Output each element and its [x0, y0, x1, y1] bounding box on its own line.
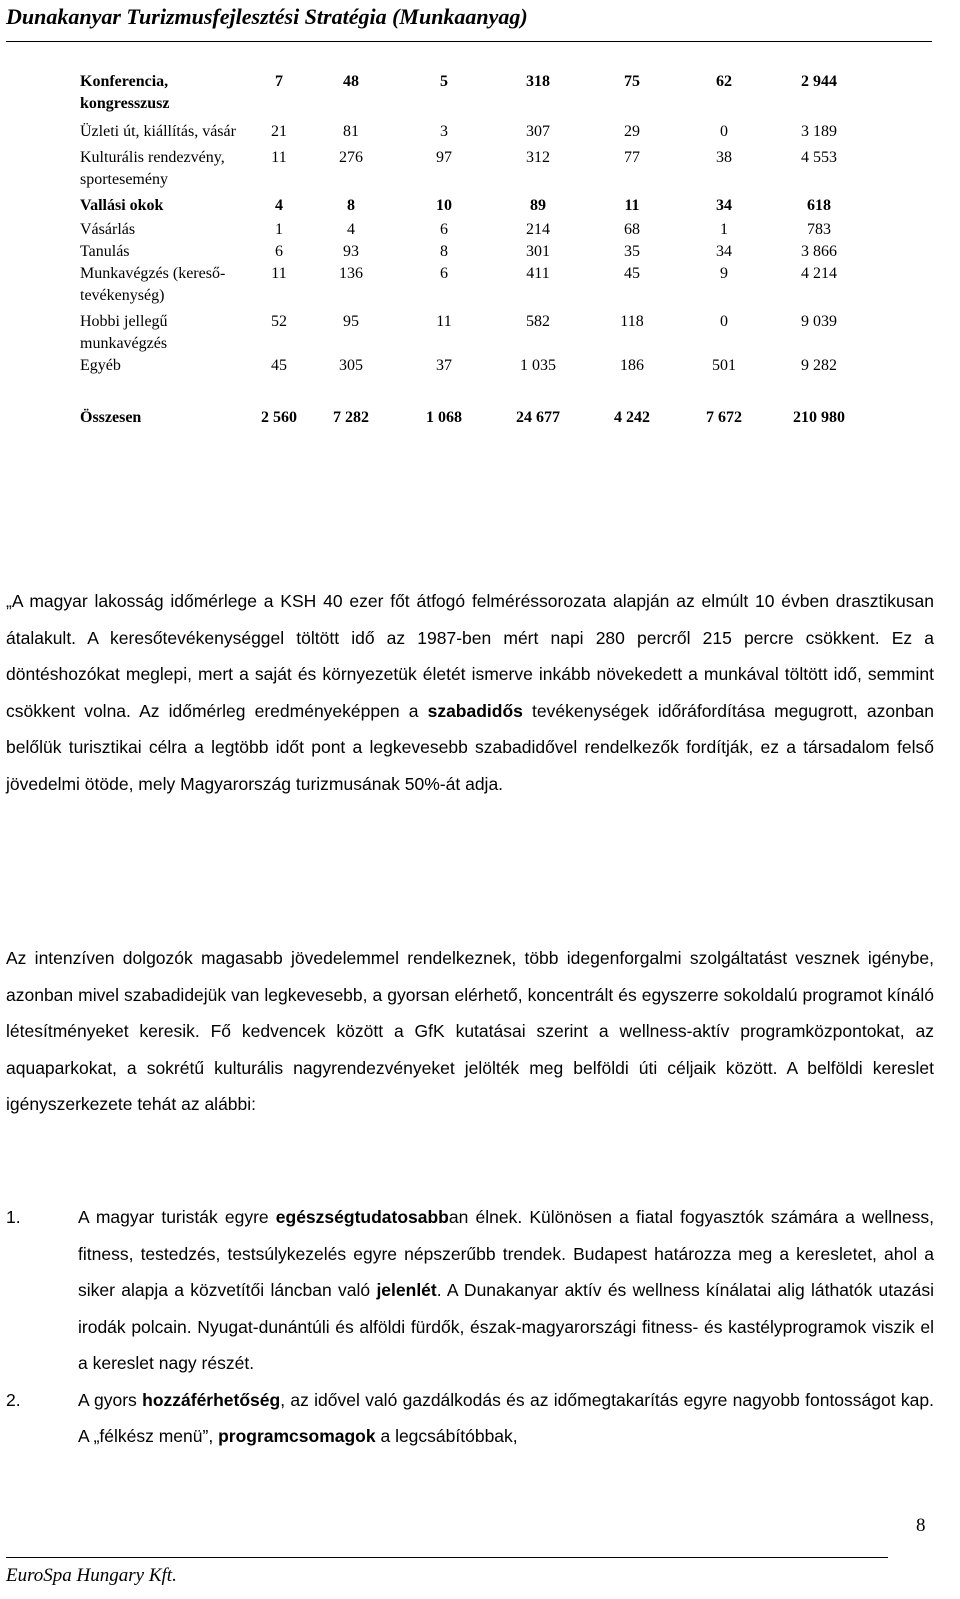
table-cell: 9 039	[801, 313, 837, 330]
table-cell: 305	[339, 357, 363, 374]
page-number: 8	[916, 1515, 926, 1536]
table-cell: 7	[275, 73, 283, 90]
table-cell: 81	[343, 123, 359, 140]
paragraph1-text-2: tevékenységek időráfordítása megugrott, azonban belőlük turisztikai célra a legtöbb időt pont a legkevesebb szabadidővel rendelkezők fordítják, ez a társadalom felső jövedelmi ötöde, mely Magyarország turizmusának 50%-át adja.	[6, 700, 935, 794]
table-cell: 77	[624, 149, 640, 166]
table-row	[76, 399, 868, 429]
table-cell: 214	[526, 221, 550, 238]
travel-purpose-table	[76, 67, 868, 429]
table-cell: 48	[343, 73, 359, 90]
table-cell: 93	[343, 243, 359, 260]
table-cell: 11	[624, 197, 640, 214]
table-cell: 37	[436, 357, 452, 374]
list-item-text: an élnek. Különösen a fiatal fogyasztók számára a wellness, fitness, testedzés, testsúlykezelés egyre népszerűbb trendek. Budapest határozza meg a keresletet, ahol a siker alapja a közvetítői láncban való	[78, 1207, 934, 1300]
table-cell: 3 866	[801, 243, 837, 260]
list-item-text: . A Dunakanyar aktív és wellness kínálatai alig láthatók utazási irodák polcain. Nyugat-dunántúli és alföldi fürdők, észak-magyarországi fitness- és kastélyprogramok viszik el a kereslet nagy részét.	[78, 1280, 935, 1373]
table-row	[76, 241, 868, 263]
table-cell: 24 677	[516, 409, 560, 426]
list-item-number: 1.	[6, 1207, 21, 1227]
table-cell: 6	[440, 221, 448, 238]
table-cell: 34	[716, 243, 732, 260]
document-header-title: Dunakanyar Turizmusfejlesztési Stratégia (Munkaanyag)	[6, 4, 528, 29]
table-cell: 4 242	[614, 409, 650, 426]
table-cell: 34	[716, 197, 732, 214]
list-item-text: A gyors	[78, 1389, 143, 1410]
table-cell: 582	[526, 313, 550, 330]
footer-company: EuroSpa Hungary Kft.	[6, 1565, 177, 1586]
table-body	[76, 67, 868, 429]
table-cell: 136	[339, 265, 363, 282]
table-cell: 1	[275, 221, 283, 238]
table-cell: 11	[271, 149, 287, 166]
table-cell: 276	[339, 149, 363, 166]
table-spacer-row	[76, 377, 868, 399]
table-cell: 501	[712, 357, 736, 374]
list-item	[6, 1199, 934, 1382]
table-cell: 38	[716, 149, 732, 166]
table-cell: 68	[624, 221, 640, 238]
table-row	[76, 263, 868, 307]
row-label: Vallási okok	[80, 197, 164, 214]
table-cell: 11	[436, 313, 452, 330]
table-cell: 1 068	[426, 409, 462, 426]
table-cell: 97	[436, 149, 452, 166]
table-cell: 75	[624, 73, 640, 90]
table-cell: 4 214	[801, 265, 837, 282]
table-cell: 3 189	[801, 123, 837, 140]
table-cell: 318	[526, 73, 550, 90]
table-cell: 2 560	[261, 409, 297, 426]
table-cell: 0	[720, 123, 728, 140]
row-label: Egyéb	[80, 357, 121, 374]
list-item-bold: hozzáférhetőség	[142, 1389, 281, 1410]
table-cell: 9	[720, 265, 728, 282]
table-row	[76, 307, 868, 355]
row-label: Kulturális rendezvény, sportesemény	[80, 149, 225, 188]
spacer-cell	[76, 377, 868, 399]
list-item-bold: egészségtudatosabb	[275, 1207, 449, 1227]
footer-rule	[6, 1557, 888, 1558]
table-row	[76, 219, 868, 241]
table-cell: 4	[275, 197, 283, 214]
table-cell: 118	[620, 313, 644, 330]
table-cell: 95	[343, 313, 359, 330]
table-cell: 210 980	[793, 409, 845, 426]
table-cell: 618	[807, 197, 831, 214]
table-cell: 10	[436, 197, 452, 214]
table-cell: 5	[440, 73, 448, 90]
list-item-number: 2.	[6, 1389, 21, 1410]
table-cell: 3	[440, 123, 448, 140]
row-label: Hobbi jellegű munkavégzés	[80, 313, 168, 352]
table-cell: 7 672	[706, 409, 742, 426]
table-cell: 45	[624, 265, 640, 282]
table-cell: 1 035	[520, 357, 556, 374]
list-item	[6, 1382, 934, 1455]
table-row	[76, 355, 868, 377]
table-cell: 6	[440, 265, 448, 282]
table-row	[76, 191, 868, 219]
table-cell: 2 944	[801, 73, 837, 90]
table-cell: 8	[347, 197, 355, 214]
table-cell: 45	[271, 357, 287, 374]
table-cell: 4 553	[801, 149, 837, 166]
paragraph1-bold-term: szabadidős	[427, 700, 523, 721]
paragraph-intensive-workers: Az intenzíven dolgozók magasabb jövedelemmel rendelkeznek, több idegenforgalmi szolgáltatást vesznek igénybe, azonban mivel szabadidejük van legkevesebb, a gyorsan elérhető, koncentrált és egyszerre sokoldalú programot kínáló létesítményeket keresik. Fő kedvencek között a GfK kutatásai szerint a wellness-aktív programközpontokat, az aquaparkokat, a sokrétű kulturális nagyrendezvényeket jelölték meg belföldi úti céljaik között. A belföldi kereslet igényszerkezete tehát az alábbi:	[6, 948, 934, 1114]
row-label: Tanulás	[80, 243, 130, 260]
table-cell: 62	[716, 73, 732, 90]
list-item-text: , az idővel való gazdálkodás és az időmegtakarítás egyre nagyobb fontosságot kap. A „félkész menü”,	[78, 1389, 934, 1446]
table-cell: 29	[624, 123, 640, 140]
list-item-text: A magyar turisták egyre	[78, 1207, 276, 1227]
table-cell: 1	[720, 221, 728, 238]
table-cell: 312	[526, 149, 550, 166]
table-row	[76, 67, 868, 117]
table-cell: 21	[271, 123, 287, 140]
table-cell: 7 282	[333, 409, 369, 426]
table-cell: 8	[440, 243, 448, 260]
table-cell: 411	[526, 265, 550, 282]
header-rule	[6, 41, 932, 42]
table-cell: 0	[720, 313, 728, 330]
table-cell: 6	[275, 243, 283, 260]
table-cell: 301	[526, 243, 550, 260]
table-cell: 35	[624, 243, 640, 260]
table-cell: 186	[620, 357, 644, 374]
table-cell: 52	[271, 313, 287, 330]
table-cell: 783	[807, 221, 831, 238]
paragraph-time-budget	[6, 583, 934, 802]
table-cell: 307	[526, 123, 550, 140]
table-cell: 9 282	[801, 357, 837, 374]
table-row	[76, 143, 868, 191]
paragraph1-text-1: „A magyar lakosság időmérlege a KSH 40 ezer főt átfogó felméréssorozata alapján az elmúlt 10 évben drasztikusan átalakult. A keresőtevékenységgel töltött idő az 1987-ben mért napi 280 percről 215 percre csökkent. Ez a döntéshozókat meglepi, mert a saját és környezetük életét ismerve inkább növekedett a munkával töltött idő, semmint csökkent volna. Az időmérleg eredményeképpen a	[6, 591, 934, 721]
row-label: Munkavégzés (kereső-tevékenység)	[80, 265, 226, 304]
list-item-bold: programcsomagok	[218, 1426, 376, 1446]
table-cell: 89	[530, 197, 546, 214]
row-label: Vásárlás	[80, 221, 136, 238]
list-item-text: a legcsábítóbbak,	[375, 1426, 518, 1446]
demand-structure-list	[6, 1199, 934, 1455]
table-row	[76, 117, 868, 143]
row-label: Összesen	[80, 409, 142, 426]
row-label: Konferencia, kongresszusz	[80, 73, 170, 112]
table-cell: 4	[347, 221, 355, 238]
list-item-bold: jelenlét	[376, 1280, 437, 1300]
row-label: Üzleti út, kiállítás, vásár	[80, 123, 236, 140]
table-cell: 11	[271, 265, 287, 282]
